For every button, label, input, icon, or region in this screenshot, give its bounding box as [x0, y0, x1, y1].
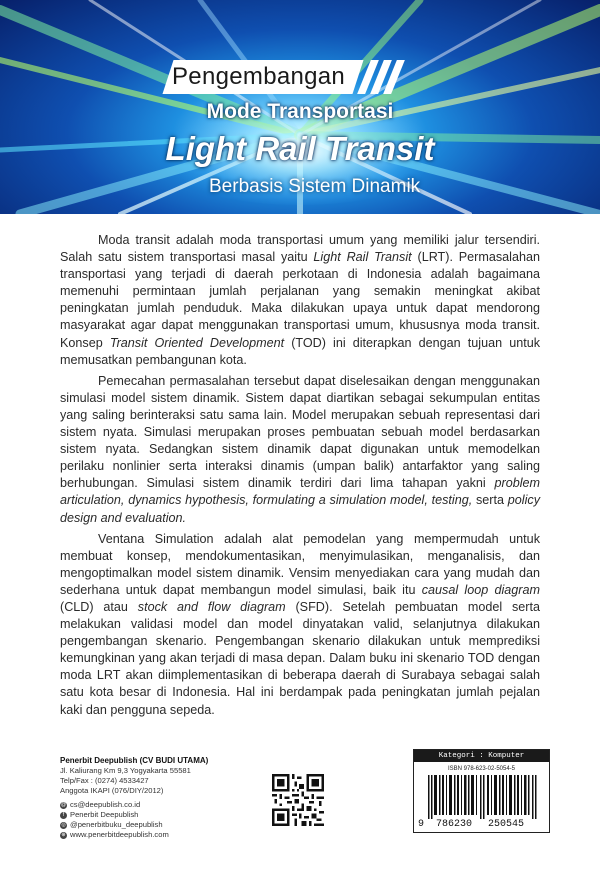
term-sfd: stock and flow diagram — [137, 599, 286, 614]
publisher-ikapi: Anggota IKAPI (076/DIY/2012) — [60, 786, 164, 795]
subtitle-berbasis-sistem-dinamik: Berbasis Sistem Dinamik — [209, 176, 421, 197]
term-cld: causal loop diagram — [421, 582, 540, 597]
email-text: cs@deepublish.co.id — [70, 800, 141, 809]
publisher-info — [60, 756, 270, 840]
contact-instagram — [60, 820, 270, 830]
website-text: www.penerbitdeepublish.com — [70, 830, 169, 839]
barcode-digit-first: 9 — [418, 819, 425, 830]
barcode-bars — [428, 775, 538, 819]
title-line-pengembangan: Pengembangan — [172, 63, 346, 90]
cover-banner — [0, 0, 600, 214]
synopsis — [60, 232, 540, 723]
barcode-digits-left: 786230 — [436, 819, 473, 830]
text-span: (LRT). Permasalahan transportasi yang terjadi di daerah perkotaan di Indonesia adalah bagaimana memenuhi permintaan jumlah perjalanan yang semakin meningkat akibat peningkatan jumlah penduduk. Maka dilakukan upaya untuk dapat mendorong masyarakat agar dapat menggunakan transportasi umum, khususnya moda transit. Konsep — [60, 250, 540, 350]
isbn-number: ISBN 978-623-02-5054-5 — [447, 766, 516, 772]
barcode-digits-right: 250545 — [488, 819, 525, 830]
title-line-mode-transportasi: Mode Transportasi — [206, 100, 394, 123]
synopsis-paragraph-3 — [60, 531, 540, 719]
email-icon: @ — [60, 801, 67, 808]
publisher-address: Jl. Kaliurang Km 9,3 Yogyakarta 55581 — [60, 766, 191, 775]
facebook-icon: f — [60, 812, 67, 819]
term-policy: policy design and evaluation. — [60, 493, 540, 525]
text-span: (CLD) atau — [60, 599, 138, 614]
text-span: Pemecahan permasalahan tersebut dapat diselesaikan dengan menggunakan simulasi model sistem dinamik. Sistem dapat diartikan sebagai sekumpulan entitas yang saling berinteraksi satu sama lain. Model merupakan sebuah representasi dari sistem nyata. Simulasi merupakan proses pembuatan sebuah model berdasarkan sistem nyata. Sedangkan sistem dinamik dapat digunakan untuk memodelkan perilaku nonlinier serta interaksi dinamis (umpan balik) antarfaktor yang saling berhubungan. Simulasi sistem dinamik terdiri dari lima tahapan yakni — [60, 373, 540, 491]
contact-email — [60, 800, 270, 810]
synopsis-paragraph-2 — [60, 373, 540, 527]
title-line-light-rail-transit: Light Rail Transit — [165, 130, 435, 167]
text-span: Ventana Simulation adalah alat pemodelan yang mempermudah untuk membuat konsep, mendokumentasikan, menyimulasikan, menganalisis, dan mengoptimalkan model sistem dinamik. Vensim menyediakan cara yang mudah dan sederhana untuk dapat membangun model simulasi, baik itu — [60, 531, 540, 597]
term-tod: Transit Oriented Development — [109, 335, 285, 350]
contact-website — [60, 830, 270, 840]
instagram-text: @penerbitbuku_deepublish — [70, 820, 163, 829]
publisher-name: Penerbit Deepublish (CV BUDI UTAMA) — [60, 756, 209, 765]
term-lrt: Light Rail Transit — [313, 250, 412, 265]
category-label: Kategori : Komputer — [414, 750, 549, 762]
globe-icon: ⊕ — [61, 831, 66, 838]
facebook-text: Penerbit Deepublish — [70, 810, 139, 819]
publisher-phone: Telp/Fax : (0274) 4533427 — [60, 776, 149, 785]
qr-code — [272, 774, 324, 826]
isbn-barcode-box — [413, 749, 550, 833]
text-span: (SFD). Setelah pembuatan model serta melakukan validasi model dan model dinyatakan valid, selanjutnya dilakukan pengembangan skenario. Pengembangan skenario dilakukan untuk memprediksi kemungkinan yang akan terjadi di masa depan. Dalam buku ini skenario TOD dengan moda LRT akan diimplementasikan di beberapa daerah di Surabaya sebagai salah satu kota besar di Indonesia. Hal ini berdampak pada peningkatan jumlah pejalan kaki dan pengguna sepeda. — [60, 599, 540, 717]
text-span: Moda transit adalah moda transportasi umum yang memiliki jalur tersendiri. Salah satu sistem transportasi masal yaitu — [60, 233, 540, 265]
text-span: serta — [472, 493, 508, 508]
text-span: (TOD) ini diterapkan dengan tujuan untuk memusatkan pembangunan kota. — [60, 335, 541, 367]
contact-facebook — [60, 810, 270, 820]
cover-title-block — [0, 0, 600, 214]
instagram-icon: ◎ — [61, 821, 66, 828]
synopsis-paragraph-1 — [60, 232, 540, 369]
term-steps: problem articulation, dynamics hypothesis, formulating a simulation model, testing, — [60, 476, 540, 508]
